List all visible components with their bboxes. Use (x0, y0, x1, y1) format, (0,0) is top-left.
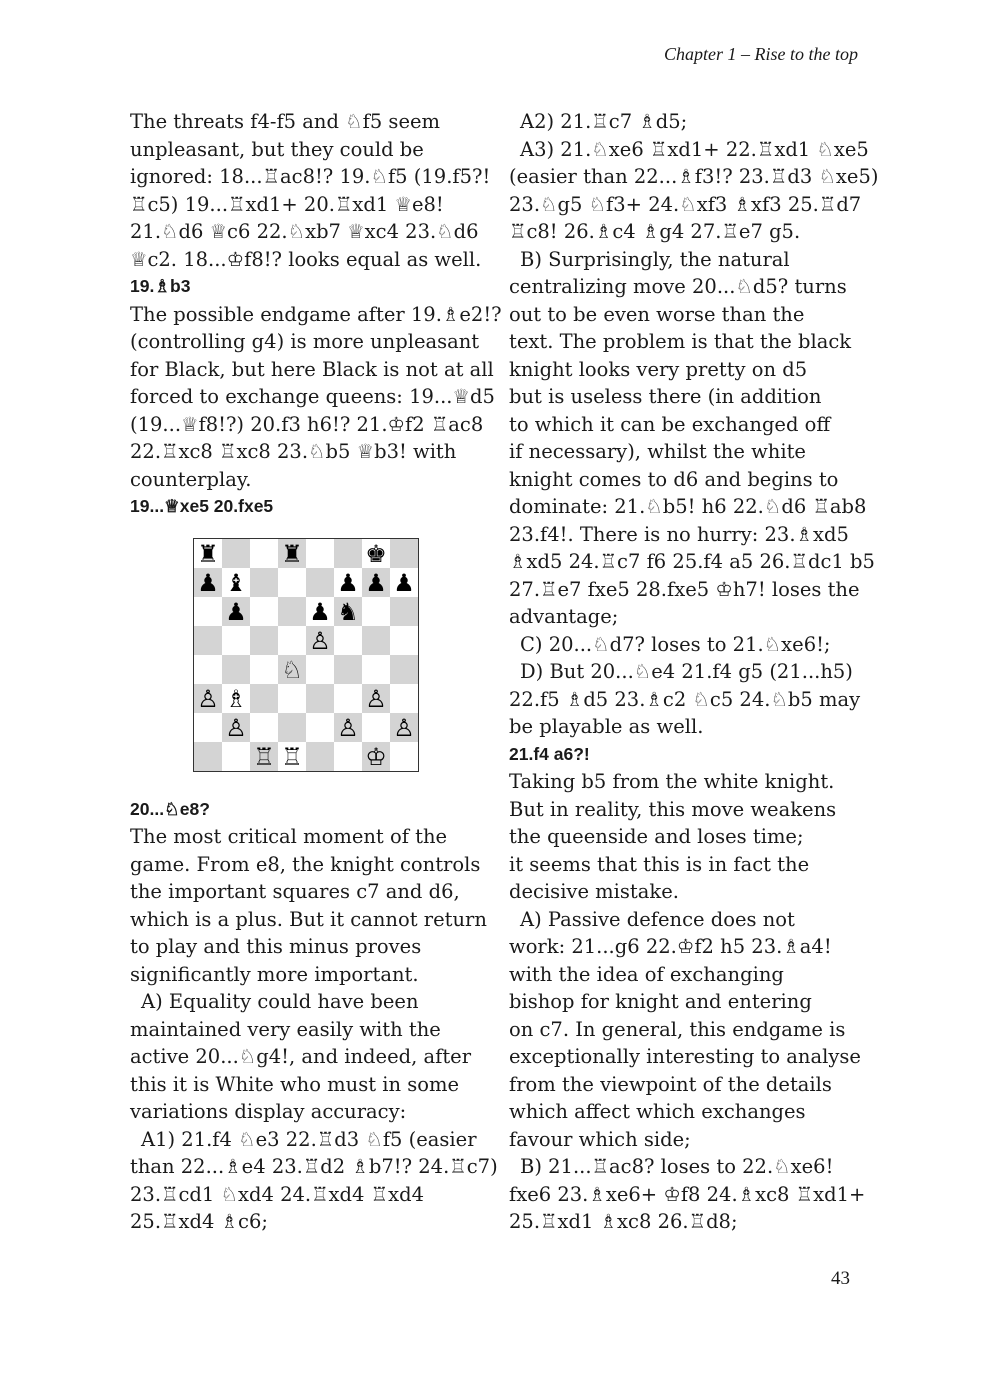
board-square (390, 539, 418, 568)
text-line: with the idea of exchanging (509, 962, 784, 986)
chess-piece-square: ♜ (278, 539, 306, 568)
right-column (509, 108, 879, 1236)
text-line: fxe6 23.♗xe6+ ♔f8 24.♗xc8 ♖xd1+ (509, 1182, 866, 1206)
text-line: bishop for knight and entering (509, 990, 812, 1013)
text-line: out to be even worse than the (509, 302, 805, 326)
text-line: Taking b5 from the white knight. (509, 770, 835, 793)
text-line: this it is White who must in some (130, 1072, 460, 1096)
chess-diagram (193, 538, 419, 772)
board-square (278, 568, 306, 597)
text-line: A2) 21.♖c7 ♗d5; (520, 110, 688, 133)
page-number: 43 (831, 1268, 850, 1289)
chess-piece-square: ♙ (390, 713, 418, 742)
text-line: (controlling g4) is more unpleasant (130, 330, 480, 353)
chess-piece-square: ♙ (222, 713, 250, 742)
board-square (222, 539, 250, 568)
text-line: the queenside and loses time; (509, 825, 804, 848)
text-line: exceptionally interesting to analyse (509, 1045, 861, 1068)
board-square (250, 684, 278, 713)
chess-piece-square: ♟ (194, 568, 222, 597)
move-heading: 20...♘e8? (130, 798, 210, 819)
chess-piece-square: ♗ (222, 684, 250, 713)
chess-piece-square: ♞ (334, 597, 362, 626)
board-square (194, 626, 222, 655)
text-line: counterplay. (130, 467, 252, 491)
text-line: A1) 21.f4 ♘e3 22.♖d3 ♘f5 (easier (141, 1127, 477, 1151)
board-square (334, 742, 362, 771)
chess-piece-square: ♙ (194, 684, 222, 713)
text-line: 27.♖e7 fxe5 28.fxe5 ♔h7! loses the (509, 577, 860, 601)
text-line: variations display accuracy: (130, 1100, 407, 1123)
text-line: be playable as well. (509, 715, 704, 738)
chess-piece-square: ♖ (250, 742, 278, 771)
text-line: the important squares c7 and d6, (130, 880, 460, 903)
text-line: from the viewpoint of the details (509, 1072, 832, 1096)
board-square (362, 655, 390, 684)
board-square (306, 539, 334, 568)
text-line: to play and this minus proves (130, 935, 422, 958)
board-square (222, 655, 250, 684)
chess-piece-square: ♙ (306, 626, 334, 655)
chess-piece-square: ♟ (222, 597, 250, 626)
chess-piece-square: ♝ (222, 568, 250, 597)
text-line: (19...♕f8!?) 20.f3 h6!? 21.♔f2 ♖ac8 (130, 412, 484, 436)
board-square (222, 742, 250, 771)
board-square (278, 597, 306, 626)
board-square (194, 655, 222, 684)
chess-piece-square: ♜ (194, 539, 222, 568)
text-line: which affect which exchanges (509, 1100, 806, 1123)
board-square (194, 713, 222, 742)
text-line: forced to exchange queens: 19...♕d5 (130, 385, 495, 408)
text-line: dominate: 21.♘b5! h6 22.♘d6 ♖ab8 (509, 495, 867, 518)
board-square (278, 626, 306, 655)
board-square (306, 684, 334, 713)
text-line: centralizing move 20...♘d5? turns (509, 275, 847, 298)
chess-piece-square: ♚ (362, 539, 390, 568)
text-line: But in reality, this move weakens (509, 797, 837, 821)
board-square (250, 713, 278, 742)
text-line: than 22...♗e4 23.♖d2 ♗b7!? 24.♖c7) (130, 1155, 498, 1178)
board-square (390, 597, 418, 626)
text-line: which is a plus. But it cannot return (130, 907, 487, 931)
text-line: it seems that this is in fact the (509, 852, 810, 876)
board-square (250, 597, 278, 626)
text-line: on c7. In general, this endgame is (509, 1017, 846, 1041)
text-line: unpleasant, but they could be (130, 137, 424, 161)
text-line: A3) 21.♘xe6 ♖xd1+ 22.♖xd1 ♘xe5 (520, 137, 869, 161)
chess-piece-square: ♙ (334, 713, 362, 742)
text-line: 23.♖cd1 ♘xd4 24.♖xd4 ♖xd4 (130, 1182, 425, 1206)
text-line: ignored: 18...♖ac8!? 19.♘f5 (19.f5?! (130, 165, 491, 188)
text-line: significantly more important. (130, 962, 419, 986)
board-square (306, 655, 334, 684)
text-line: knight looks very pretty on d5 (509, 357, 808, 381)
board-square (362, 597, 390, 626)
board-square (250, 655, 278, 684)
board-square (390, 684, 418, 713)
chess-piece-square: ♙ (362, 684, 390, 713)
text-line: D) But 20...♘e4 21.f4 g5 (21...h5) (520, 660, 853, 683)
board-square (194, 742, 222, 771)
text-line: 22.f5 ♗d5 23.♗c2 ♘c5 24.♘b5 may (509, 687, 861, 711)
text-line: active 20...♘g4!, and indeed, after (130, 1045, 472, 1068)
text-line: advantage; (509, 605, 619, 628)
board-square (362, 626, 390, 655)
text-line: 25.♖xd1 ♗xc8 26.♖d8; (509, 1210, 738, 1233)
move-heading: 21.f4 a6?! (509, 743, 590, 764)
chess-piece-square: ♖ (278, 742, 306, 771)
text-line: 25.♖xd4 ♗c6; (130, 1210, 268, 1233)
move-heading: 19...♕xe5 20.fxe5 (130, 496, 274, 516)
text-line: The threats f4-f5 and ♘f5 seem (130, 110, 441, 133)
text-line: 23.♘g5 ♘f3+ 24.♘xf3 ♗xf3 25.♖d7 (509, 192, 862, 216)
text-line: The most critical moment of the (130, 825, 448, 848)
text-line: ♖c5) 19...♖xd1+ 20.♖xd1 ♕e8! (130, 192, 444, 216)
text-line: A) Passive defence does not (520, 907, 795, 931)
text-line: to which it can be exchanged off (509, 412, 831, 436)
text-line: A) Equality could have been (141, 990, 419, 1013)
board-square (334, 539, 362, 568)
chess-piece-square: ♟ (306, 597, 334, 626)
chess-piece-square: ♘ (278, 655, 306, 684)
board-square (334, 655, 362, 684)
board-square (362, 713, 390, 742)
chess-piece-square: ♟ (362, 568, 390, 597)
text-line: C) 20...♘d7? loses to 21.♘xe6!; (520, 632, 831, 656)
board-square (222, 626, 250, 655)
board-square (390, 742, 418, 771)
board-square (334, 684, 362, 713)
board-square (250, 626, 278, 655)
text-line: text. The problem is that the black (509, 330, 852, 353)
board-square (390, 626, 418, 655)
text-line: work: 21...g6 22.♔f2 h5 23.♗a4! (509, 935, 832, 958)
text-line: (easier than 22...♗f3!? 23.♖d3 ♘xe5) (509, 165, 879, 188)
chess-piece-square: ♔ (362, 742, 390, 771)
text-line: 22.♖xc8 ♖xc8 23.♘b5 ♕b3! with (130, 440, 457, 463)
text-line: 21.♘d6 ♕c6 22.♘xb7 ♕xc4 23.♘d6 (130, 220, 479, 243)
board-square (278, 713, 306, 742)
board-square (306, 742, 334, 771)
text-line: maintained very easily with the (130, 1017, 441, 1041)
text-line: for Black, but here Black is not at all (130, 357, 494, 381)
text-line: game. From e8, the knight controls (130, 852, 481, 876)
board-square (194, 597, 222, 626)
board-square (334, 626, 362, 655)
text-line: B) Surprisingly, the natural (520, 247, 790, 271)
text-line: decisive mistake. (509, 880, 679, 903)
text-line: but is useless there (in addition (509, 385, 822, 408)
chess-piece-square: ♟ (390, 568, 418, 597)
text-line: ♕c2. 18...♔f8!? looks equal as well. (130, 247, 482, 271)
text-line: The possible endgame after 19.♗e2!? (130, 302, 502, 326)
text-line: B) 21...♖ac8? loses to 22.♘xe6! (520, 1155, 834, 1178)
board-square (306, 568, 334, 597)
text-line: ♗xd5 24.♖c7 f6 25.f4 a5 26.♖dc1 b5 (509, 550, 875, 573)
text-line: favour which side; (509, 1127, 691, 1151)
board-square (278, 684, 306, 713)
board-square (390, 655, 418, 684)
board-square (306, 713, 334, 742)
text-line: 23.f4!. There is no hurry: 23.♗xd5 (509, 522, 849, 546)
text-line: if necessary), whilst the white (509, 440, 806, 463)
chess-piece-square: ♟ (334, 568, 362, 597)
move-heading: 19.♗b3 (130, 276, 191, 296)
text-line: knight comes to d6 and begins to (509, 467, 839, 491)
running-head: Chapter 1 – Rise to the top (664, 44, 858, 64)
board-square (250, 539, 278, 568)
board-square (250, 568, 278, 597)
text-line: ♖c8! 26.♗c4 ♗g4 27.♖e7 g5. (509, 220, 801, 243)
